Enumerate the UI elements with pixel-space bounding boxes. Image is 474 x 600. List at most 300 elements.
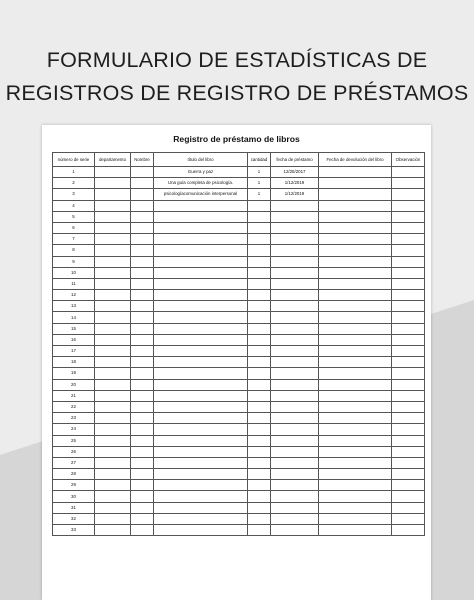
cell-return-date — [319, 346, 392, 357]
cell-quantity — [248, 435, 271, 446]
cell-department — [95, 290, 131, 301]
cell-serial-number: 4 — [53, 200, 95, 211]
cell-book-title — [154, 245, 248, 256]
cell-loan-date — [271, 290, 319, 301]
cell-serial-number: 2 — [53, 178, 95, 189]
cell-loan-date — [271, 301, 319, 312]
cell-observation — [392, 346, 425, 357]
cell-name — [131, 312, 154, 323]
headline-line-1: FORMULARIO DE ESTADÍSTICAS DE — [46, 48, 428, 72]
cell-name — [131, 346, 154, 357]
cell-book-title — [154, 469, 248, 480]
cell-name — [131, 357, 154, 368]
cell-observation — [392, 245, 425, 256]
table-row — [53, 390, 425, 401]
cell-department — [95, 346, 131, 357]
cell-name — [131, 234, 154, 245]
cell-serial-number: 8 — [53, 245, 95, 256]
cell-loan-date — [271, 424, 319, 435]
cell-serial-number: 26 — [53, 446, 95, 457]
cell-observation — [392, 267, 425, 278]
header-loan-date: fecha de préstamo — [271, 153, 319, 167]
cell-book-title — [154, 491, 248, 502]
cell-department — [95, 457, 131, 468]
cell-name — [131, 290, 154, 301]
cell-return-date — [319, 167, 392, 178]
cell-book-title — [154, 368, 248, 379]
cell-observation — [392, 357, 425, 368]
cell-name — [131, 469, 154, 480]
cell-book-title — [154, 267, 248, 278]
cell-return-date — [319, 290, 392, 301]
cell-name — [131, 301, 154, 312]
header-book-title: título del libro — [154, 153, 248, 167]
cell-observation — [392, 390, 425, 401]
table-row — [53, 256, 425, 267]
cell-return-date — [319, 278, 392, 289]
cell-serial-number: 11 — [53, 278, 95, 289]
cell-loan-date — [271, 525, 319, 536]
cell-department — [95, 256, 131, 267]
cell-name — [131, 334, 154, 345]
cell-serial-number: 6 — [53, 222, 95, 233]
cell-loan-date — [271, 346, 319, 357]
cell-book-title — [154, 424, 248, 435]
cell-loan-date — [271, 390, 319, 401]
header-quantity: cantidad — [248, 153, 271, 167]
cell-quantity: 1 — [248, 178, 271, 189]
table-row — [53, 401, 425, 412]
cell-loan-date — [271, 480, 319, 491]
cell-quantity — [248, 222, 271, 233]
cell-serial-number: 14 — [53, 312, 95, 323]
cell-loan-date — [271, 222, 319, 233]
cell-department — [95, 379, 131, 390]
cell-department — [95, 424, 131, 435]
cell-book-title — [154, 457, 248, 468]
header-return-date: Fecha de devolución del libro — [319, 153, 392, 167]
cell-observation — [392, 457, 425, 468]
cell-quantity — [248, 312, 271, 323]
cell-return-date — [319, 435, 392, 446]
table-row — [53, 469, 425, 480]
cell-quantity — [248, 278, 271, 289]
cell-quantity — [248, 256, 271, 267]
cell-serial-number: 33 — [53, 525, 95, 536]
page-headline — [0, 44, 474, 110]
sheet-title: Registro de préstamo de libros — [173, 134, 300, 144]
cell-department — [95, 502, 131, 513]
cell-loan-date — [271, 357, 319, 368]
cell-book-title: Guerra y paz — [154, 167, 248, 178]
cell-loan-date — [271, 379, 319, 390]
cell-return-date — [319, 312, 392, 323]
cell-observation — [392, 256, 425, 267]
cell-department — [95, 278, 131, 289]
cell-return-date — [319, 301, 392, 312]
cell-name — [131, 424, 154, 435]
cell-name — [131, 167, 154, 178]
cell-name — [131, 480, 154, 491]
cell-observation — [392, 368, 425, 379]
table-row — [53, 234, 425, 245]
table-row — [53, 435, 425, 446]
cell-observation — [392, 513, 425, 524]
cell-serial-number: 18 — [53, 357, 95, 368]
cell-department — [95, 525, 131, 536]
cell-name — [131, 267, 154, 278]
cell-loan-date — [271, 211, 319, 222]
header-observation: Observación — [392, 153, 425, 167]
cell-quantity — [248, 245, 271, 256]
table-row — [53, 480, 425, 491]
cell-quantity — [248, 457, 271, 468]
cell-quantity — [248, 234, 271, 245]
cell-serial-number: 31 — [53, 502, 95, 513]
cell-return-date — [319, 390, 392, 401]
cell-department — [95, 245, 131, 256]
header-serial-number: número de serie — [53, 153, 95, 167]
cell-observation — [392, 424, 425, 435]
cell-observation — [392, 502, 425, 513]
table-row — [53, 278, 425, 289]
table-row — [53, 211, 425, 222]
cell-loan-date — [271, 513, 319, 524]
cell-name — [131, 390, 154, 401]
cell-loan-date — [271, 491, 319, 502]
cell-quantity — [248, 346, 271, 357]
cell-name — [131, 513, 154, 524]
cell-observation — [392, 278, 425, 289]
cell-serial-number: 28 — [53, 469, 95, 480]
cell-quantity — [248, 290, 271, 301]
cell-return-date — [319, 413, 392, 424]
cell-name — [131, 200, 154, 211]
header-name: Nombre — [131, 153, 154, 167]
cell-serial-number: 22 — [53, 401, 95, 412]
cell-serial-number: 9 — [53, 256, 95, 267]
cell-quantity — [248, 469, 271, 480]
cell-loan-date — [271, 200, 319, 211]
table-row — [53, 513, 425, 524]
cell-quantity — [248, 480, 271, 491]
cell-book-title — [154, 234, 248, 245]
cell-quantity: 1 — [248, 189, 271, 200]
cell-return-date — [319, 469, 392, 480]
cell-return-date — [319, 368, 392, 379]
cell-book-title — [154, 222, 248, 233]
cell-quantity — [248, 334, 271, 345]
cell-department — [95, 200, 131, 211]
cell-loan-date — [271, 245, 319, 256]
cell-loan-date — [271, 469, 319, 480]
cell-book-title — [154, 323, 248, 334]
cell-quantity — [248, 200, 271, 211]
cell-return-date — [319, 323, 392, 334]
cell-name — [131, 245, 154, 256]
cell-observation — [392, 480, 425, 491]
table-row — [53, 413, 425, 424]
cell-observation — [392, 323, 425, 334]
cell-book-title — [154, 301, 248, 312]
cell-loan-date — [271, 502, 319, 513]
cell-department — [95, 469, 131, 480]
table-row — [53, 323, 425, 334]
cell-quantity — [248, 211, 271, 222]
cell-return-date — [319, 222, 392, 233]
cell-quantity — [248, 446, 271, 457]
cell-quantity: 1 — [248, 167, 271, 178]
table-header-row — [53, 153, 425, 167]
cell-department — [95, 189, 131, 200]
cell-loan-date — [271, 413, 319, 424]
cell-serial-number: 16 — [53, 334, 95, 345]
loan-register-table — [52, 152, 425, 536]
cell-quantity — [248, 379, 271, 390]
cell-serial-number: 15 — [53, 323, 95, 334]
cell-observation — [392, 413, 425, 424]
cell-return-date — [319, 200, 392, 211]
cell-department — [95, 357, 131, 368]
cell-department — [95, 491, 131, 502]
form-sheet — [42, 125, 431, 600]
cell-department — [95, 480, 131, 491]
cell-name — [131, 222, 154, 233]
cell-book-title: Una guía completa de psicología. — [154, 178, 248, 189]
cell-observation — [392, 446, 425, 457]
cell-return-date — [319, 245, 392, 256]
cell-return-date — [319, 211, 392, 222]
cell-book-title — [154, 513, 248, 524]
cell-loan-date — [271, 323, 319, 334]
cell-book-title — [154, 525, 248, 536]
cell-observation — [392, 189, 425, 200]
cell-loan-date — [271, 256, 319, 267]
table-row — [53, 290, 425, 301]
cell-serial-number: 32 — [53, 513, 95, 524]
cell-name — [131, 457, 154, 468]
cell-department — [95, 211, 131, 222]
cell-quantity — [248, 401, 271, 412]
cell-book-title — [154, 413, 248, 424]
cell-name — [131, 413, 154, 424]
cell-return-date — [319, 480, 392, 491]
cell-name — [131, 502, 154, 513]
cell-observation — [392, 469, 425, 480]
cell-return-date — [319, 401, 392, 412]
cell-serial-number: 30 — [53, 491, 95, 502]
cell-observation — [392, 312, 425, 323]
cell-serial-number: 29 — [53, 480, 95, 491]
cell-return-date — [319, 178, 392, 189]
cell-return-date — [319, 189, 392, 200]
cell-book-title — [154, 211, 248, 222]
cell-department — [95, 401, 131, 412]
cell-name — [131, 368, 154, 379]
cell-department — [95, 334, 131, 345]
table-row — [53, 525, 425, 536]
cell-observation — [392, 334, 425, 345]
cell-quantity — [248, 368, 271, 379]
cell-observation — [392, 200, 425, 211]
cell-serial-number: 25 — [53, 435, 95, 446]
table-row — [53, 346, 425, 357]
cell-book-title — [154, 379, 248, 390]
cell-serial-number: 12 — [53, 290, 95, 301]
cell-loan-date — [271, 312, 319, 323]
cell-serial-number: 27 — [53, 457, 95, 468]
cell-observation — [392, 301, 425, 312]
cell-department — [95, 167, 131, 178]
cell-department — [95, 301, 131, 312]
cell-observation — [392, 167, 425, 178]
cell-quantity — [248, 513, 271, 524]
headline-line-2: REGISTROS DE REGISTRO DE PRÉSTAMOS — [5, 81, 469, 105]
cell-quantity — [248, 390, 271, 401]
table-row — [53, 502, 425, 513]
cell-book-title — [154, 290, 248, 301]
cell-book-title — [154, 435, 248, 446]
cell-book-title — [154, 357, 248, 368]
cell-quantity — [248, 491, 271, 502]
cell-serial-number: 23 — [53, 413, 95, 424]
cell-serial-number: 3 — [53, 189, 95, 200]
cell-department — [95, 222, 131, 233]
cell-return-date — [319, 491, 392, 502]
table-row — [53, 446, 425, 457]
cell-loan-date — [271, 435, 319, 446]
cell-serial-number: 13 — [53, 301, 95, 312]
table-row — [53, 301, 425, 312]
cell-loan-date — [271, 446, 319, 457]
table-row — [53, 457, 425, 468]
cell-book-title — [154, 346, 248, 357]
cell-return-date — [319, 457, 392, 468]
cell-name — [131, 256, 154, 267]
table-row — [53, 312, 425, 323]
cell-serial-number: 7 — [53, 234, 95, 245]
cell-loan-date: 12/25/2017 — [271, 167, 319, 178]
cell-name — [131, 435, 154, 446]
cell-department — [95, 413, 131, 424]
cell-return-date — [319, 357, 392, 368]
cell-observation — [392, 290, 425, 301]
cell-observation — [392, 379, 425, 390]
cell-loan-date — [271, 457, 319, 468]
cell-name — [131, 323, 154, 334]
cell-department — [95, 446, 131, 457]
cell-name — [131, 491, 154, 502]
cell-quantity — [248, 323, 271, 334]
cell-department — [95, 390, 131, 401]
cell-return-date — [319, 446, 392, 457]
cell-name — [131, 525, 154, 536]
table-row — [53, 200, 425, 211]
cell-department — [95, 312, 131, 323]
table-row — [53, 334, 425, 345]
cell-department — [95, 178, 131, 189]
cell-department — [95, 513, 131, 524]
table-row — [53, 491, 425, 502]
cell-serial-number: 20 — [53, 379, 95, 390]
cell-book-title — [154, 390, 248, 401]
table-row — [53, 267, 425, 278]
cell-name — [131, 446, 154, 457]
cell-loan-date: 1/12/2019 — [271, 178, 319, 189]
cell-name — [131, 278, 154, 289]
table-row — [53, 357, 425, 368]
cell-name — [131, 178, 154, 189]
cell-serial-number: 5 — [53, 211, 95, 222]
cell-observation — [392, 178, 425, 189]
table-row — [53, 245, 425, 256]
cell-book-title — [154, 401, 248, 412]
cell-return-date — [319, 234, 392, 245]
cell-serial-number: 1 — [53, 167, 95, 178]
cell-book-title — [154, 200, 248, 211]
table-row — [53, 424, 425, 435]
cell-book-title — [154, 334, 248, 345]
cell-return-date — [319, 334, 392, 345]
cell-return-date — [319, 256, 392, 267]
cell-observation — [392, 491, 425, 502]
cell-quantity — [248, 301, 271, 312]
cell-observation — [392, 222, 425, 233]
table-row — [53, 222, 425, 233]
cell-quantity — [248, 424, 271, 435]
cell-return-date — [319, 502, 392, 513]
cell-serial-number: 19 — [53, 368, 95, 379]
cell-name — [131, 401, 154, 412]
cell-quantity — [248, 502, 271, 513]
cell-return-date — [319, 513, 392, 524]
header-department: departamento — [95, 153, 131, 167]
cell-loan-date — [271, 334, 319, 345]
cell-department — [95, 435, 131, 446]
cell-observation — [392, 234, 425, 245]
cell-observation — [392, 525, 425, 536]
cell-return-date — [319, 267, 392, 278]
cell-department — [95, 368, 131, 379]
cell-book-title — [154, 278, 248, 289]
cell-book-title — [154, 446, 248, 457]
cell-book-title: psicologíacomunicación interpersonal — [154, 189, 248, 200]
cell-quantity — [248, 357, 271, 368]
cell-department — [95, 323, 131, 334]
cell-observation — [392, 211, 425, 222]
cell-quantity — [248, 267, 271, 278]
cell-serial-number: 24 — [53, 424, 95, 435]
cell-name — [131, 189, 154, 200]
cell-loan-date — [271, 278, 319, 289]
cell-serial-number: 21 — [53, 390, 95, 401]
cell-loan-date — [271, 401, 319, 412]
cell-department — [95, 234, 131, 245]
cell-book-title — [154, 502, 248, 513]
cell-book-title — [154, 256, 248, 267]
table-row — [53, 189, 425, 200]
cell-loan-date — [271, 368, 319, 379]
cell-observation — [392, 401, 425, 412]
table-row — [53, 379, 425, 390]
cell-quantity — [248, 413, 271, 424]
table-row — [53, 167, 425, 178]
table-row — [53, 368, 425, 379]
cell-return-date — [319, 424, 392, 435]
cell-serial-number: 17 — [53, 346, 95, 357]
cell-serial-number: 10 — [53, 267, 95, 278]
cell-observation — [392, 435, 425, 446]
